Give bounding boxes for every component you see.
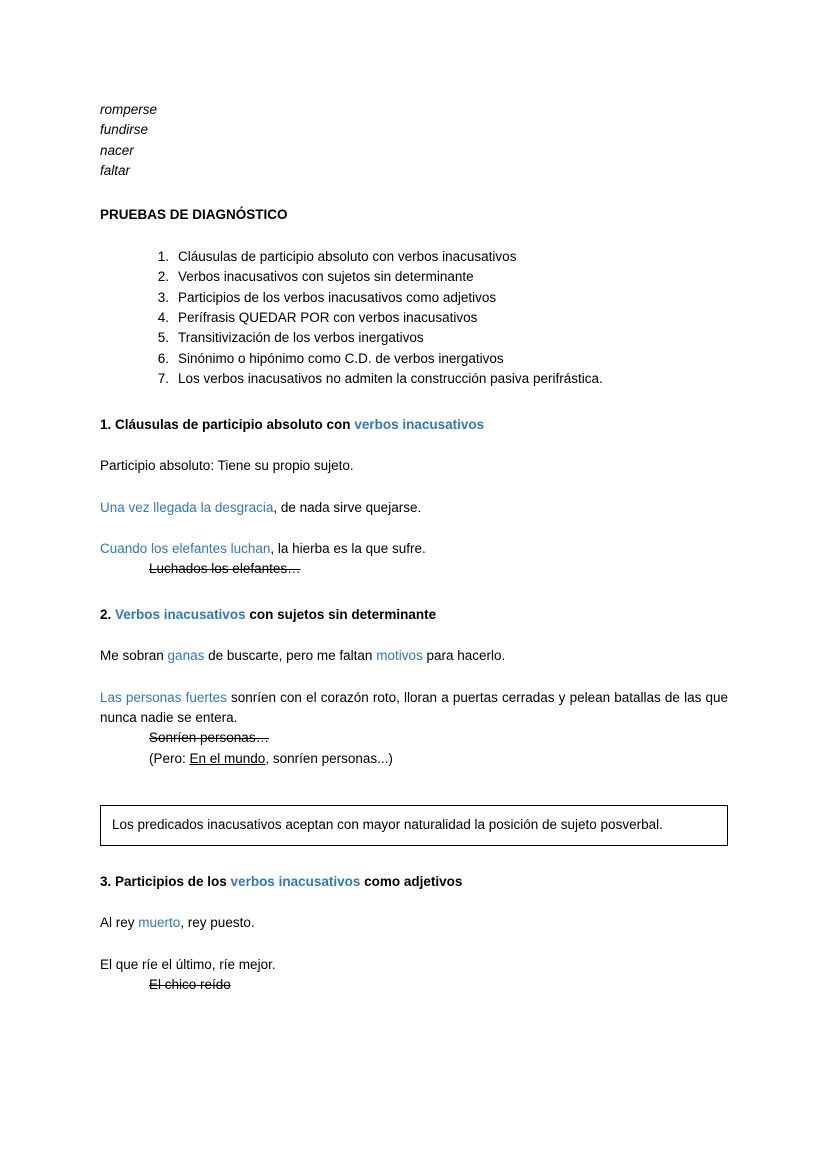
- section-1-heading-highlight: verbos inacusativos: [354, 417, 485, 433]
- section-1-example-1: [100, 498, 728, 518]
- example-highlight: ganas: [167, 648, 205, 664]
- participle-definition: Participio absoluto: Tiene su propio sujeto.: [100, 458, 354, 474]
- section-2-ungrammatical-example: [149, 728, 728, 748]
- section-2-heading-prefix: 2.: [100, 607, 116, 623]
- section-3-heading-prefix: 3. Participios de los: [100, 874, 231, 890]
- example-highlight: Una vez llegada la desgracia: [100, 499, 274, 515]
- callout-text: Los predicados inacusativos aceptan con mayor naturalidad la posición de sujeto posverbal.: [112, 816, 663, 832]
- verb-item: fundirse: [100, 122, 149, 138]
- section-2-heading-suffix: con sujetos sin determinante: [245, 607, 437, 623]
- example-part: , rey puesto.: [180, 915, 255, 931]
- callout-box: [100, 805, 728, 846]
- section-3-example-2: El que ríe el último, ríe mejor.: [100, 956, 276, 972]
- note-underlined: En el mundo: [189, 750, 266, 766]
- example-part: Me sobran: [100, 648, 168, 664]
- page-title: PRUEBAS DE DIAGNÓSTICO: [100, 207, 288, 223]
- example-highlight: Las personas fuertes: [100, 689, 227, 705]
- section-1-ungrammatical-example: [149, 559, 728, 579]
- section-3-heading: [100, 872, 728, 892]
- note-close: , sonríen personas...): [265, 750, 393, 766]
- note-open: (Pero:: [149, 750, 190, 766]
- section-2-example-1: [100, 646, 728, 666]
- example-rest: sonríen con el corazón roto, lloran a puertas cerradas y pelean batallas de las que nunca nadie se entera.: [100, 689, 728, 726]
- list-item: Los verbos inacusativos no admiten la construcción pasiva perifrástica.: [178, 370, 603, 386]
- verb-item: romperse: [100, 102, 158, 117]
- struck-text: Sonríen personas…: [149, 730, 270, 746]
- example-rest: , de nada sirve quejarse.: [273, 499, 422, 515]
- section-2-heading: [100, 605, 728, 625]
- example-part: Al rey: [100, 915, 139, 931]
- verb-list: [100, 100, 728, 181]
- list-item: Verbos inacusativos con sujetos sin determinante: [178, 269, 474, 285]
- list-item: Perífrasis QUEDAR POR con verbos inacusativos: [178, 310, 478, 326]
- tests-list: [100, 247, 728, 389]
- section-1-heading: [100, 415, 728, 435]
- section-2-note: [149, 749, 728, 769]
- section-3-example-1: [100, 913, 728, 933]
- struck-text: El chico reído: [149, 976, 231, 992]
- section-3-heading-highlight: verbos inacusativos: [230, 874, 361, 890]
- example-part: para hacerlo.: [422, 648, 506, 664]
- example-highlight: motivos: [376, 648, 423, 664]
- list-item: Sinónimo o hipónimo como C.D. de verbos inergativos: [178, 350, 504, 366]
- section-2-example-2: [100, 688, 728, 729]
- section-3-heading-suffix: como adjetivos: [360, 874, 463, 890]
- example-rest: , la hierba es la que sufre.: [270, 540, 426, 556]
- section-3-ungrammatical-example: [149, 975, 728, 995]
- struck-text: Luchados los elefantes…: [149, 561, 301, 577]
- example-highlight: muerto: [138, 915, 181, 931]
- verb-item: nacer: [100, 142, 134, 158]
- document-content: [100, 100, 728, 995]
- section-1-heading-text: 1. Cláusulas de participio absoluto con: [100, 417, 355, 433]
- section-1-example-2: [100, 539, 728, 559]
- list-item: Participios de los verbos inacusativos como adjetivos: [178, 289, 497, 305]
- list-item: Transitivización de los verbos inergativos: [178, 330, 424, 346]
- example-highlight: Cuando los elefantes luchan: [100, 540, 271, 556]
- list-item: Cláusulas de participio absoluto con verbos inacusativos: [178, 249, 517, 265]
- verb-item: faltar: [100, 162, 131, 178]
- section-2-heading-highlight: Verbos inacusativos: [115, 607, 246, 623]
- example-part: de buscarte, pero me faltan: [204, 648, 377, 664]
